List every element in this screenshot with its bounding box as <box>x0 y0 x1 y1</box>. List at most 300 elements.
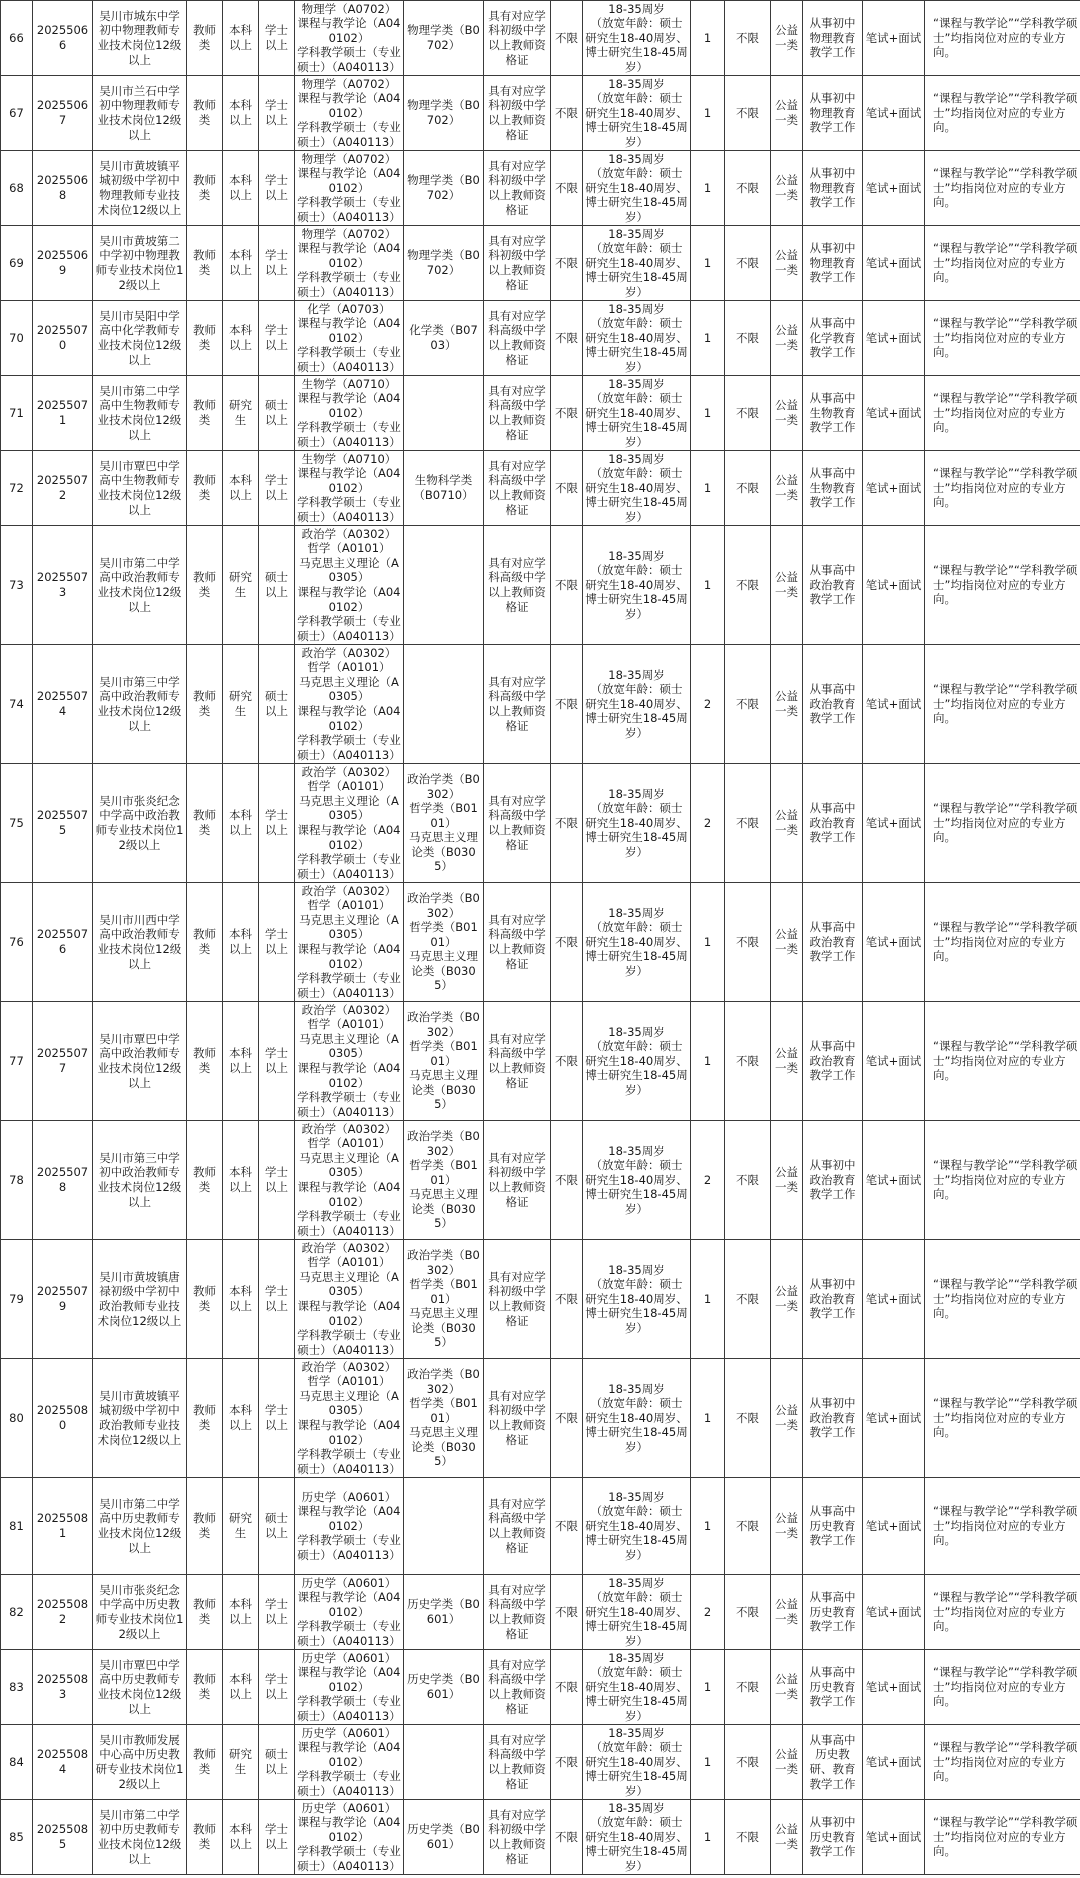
political-status-cell: 不限 <box>551 1650 583 1725</box>
remark-cell: “课程与教学论”“学科教学硕士”均指岗位对应的专业方向。 <box>925 645 1080 764</box>
graduate-major-cell: 物理学（A0702） 课程与教学论（A040102） 学科教学硕士（专业硕士）（A040113） <box>295 1 404 76</box>
degree-cell: 学士以上 <box>259 1575 295 1650</box>
category-cell: 教师类 <box>187 526 223 645</box>
position-code-cell: 20255074 <box>33 645 93 764</box>
duty-cell: 从事初中政治教育教学工作 <box>803 1359 863 1478</box>
row-number-cell: 68 <box>1 151 33 226</box>
political-status-cell: 不限 <box>551 1121 583 1240</box>
exam-method-cell: 笔试+面试 <box>863 1240 925 1359</box>
row-number-cell: 74 <box>1 645 33 764</box>
row-number-cell: 66 <box>1 1 33 76</box>
recruit-count-cell: 2 <box>691 1121 725 1240</box>
exam-method-cell: 笔试+面试 <box>863 1359 925 1478</box>
category-cell: 教师类 <box>187 376 223 451</box>
exam-method-cell: 笔试+面试 <box>863 1 925 76</box>
duty-cell: 从事初中政治教育教学工作 <box>803 1121 863 1240</box>
degree-cell: 学士以上 <box>259 1650 295 1725</box>
table-row <box>1 451 1080 526</box>
political-status-cell: 不限 <box>551 764 583 883</box>
table-row <box>1 1240 1080 1359</box>
table-row <box>1 1478 1080 1575</box>
education-cell: 本科以上 <box>223 1800 259 1875</box>
position-code-cell: 20255081 <box>33 1478 93 1575</box>
education-cell: 研究生 <box>223 1478 259 1575</box>
recruit-count-cell: 2 <box>691 645 725 764</box>
unit-type-cell: 公益一类 <box>771 1359 803 1478</box>
remark-cell: “课程与教学论”“学科教学硕士”均指岗位对应的专业方向。 <box>925 1725 1080 1800</box>
qualification-cell: 具有对应学科高级中学以上教师资格证 <box>484 301 551 376</box>
other-requirement-cell: 不限 <box>725 1359 771 1478</box>
table-row <box>1 226 1080 301</box>
category-cell: 教师类 <box>187 1121 223 1240</box>
exam-method-cell: 笔试+面试 <box>863 1725 925 1800</box>
education-cell: 本科以上 <box>223 226 259 301</box>
category-cell: 教师类 <box>187 451 223 526</box>
duty-cell: 从事高中历史教研、教育教学工作 <box>803 1725 863 1800</box>
undergrad-major-cell: 生物科学类（B0710） <box>404 451 484 526</box>
duty-cell: 从事高中政治教育教学工作 <box>803 764 863 883</box>
row-number-cell: 82 <box>1 1575 33 1650</box>
unit-type-cell: 公益一类 <box>771 1240 803 1359</box>
table-row <box>1 376 1080 451</box>
recruit-count-cell: 1 <box>691 151 725 226</box>
qualification-cell: 具有对应学科初级中学以上教师资格证 <box>484 226 551 301</box>
exam-method-cell: 笔试+面试 <box>863 301 925 376</box>
position-code-cell: 20255076 <box>33 883 93 1002</box>
recruit-count-cell: 1 <box>691 1240 725 1359</box>
qualification-cell: 具有对应学科高级中学以上教师资格证 <box>484 1575 551 1650</box>
position-code-cell: 20255082 <box>33 1575 93 1650</box>
category-cell: 教师类 <box>187 1575 223 1650</box>
row-number-cell: 84 <box>1 1725 33 1800</box>
recruit-count-cell: 1 <box>691 1002 725 1121</box>
remark-cell: “课程与教学论”“学科教学硕士”均指岗位对应的专业方向。 <box>925 226 1080 301</box>
degree-cell: 硕士以上 <box>259 645 295 764</box>
degree-cell: 硕士以上 <box>259 1478 295 1575</box>
political-status-cell: 不限 <box>551 1240 583 1359</box>
exam-method-cell: 笔试+面试 <box>863 76 925 151</box>
political-status-cell: 不限 <box>551 526 583 645</box>
row-number-cell: 80 <box>1 1359 33 1478</box>
graduate-major-cell: 历史学（A0601） 课程与教学论（A040102） 学科教学硕士（专业硕士）（A040113） <box>295 1800 404 1875</box>
row-number-cell: 85 <box>1 1800 33 1875</box>
category-cell: 教师类 <box>187 1478 223 1575</box>
other-requirement-cell: 不限 <box>725 451 771 526</box>
position-name-cell: 吴川市城东中学初中物理教师专业技术岗位12级以上 <box>93 1 187 76</box>
education-cell: 研究生 <box>223 1725 259 1800</box>
remark-cell: “课程与教学论”“学科教学硕士”均指岗位对应的专业方向。 <box>925 376 1080 451</box>
degree-cell: 硕士以上 <box>259 376 295 451</box>
other-requirement-cell: 不限 <box>725 1650 771 1725</box>
graduate-major-cell: 政治学（A0302） 哲学（A0101） 马克思主义理论（A0305） 课程与教学论（A040102） 学科教学硕士（专业硕士）（A040113） <box>295 526 404 645</box>
education-cell: 本科以上 <box>223 764 259 883</box>
age-requirement-cell: 18-35周岁 （放宽年龄：硕士研究生18-40周岁、博士研究生18-45周岁） <box>583 76 691 151</box>
qualification-cell: 具有对应学科高级中学以上教师资格证 <box>484 526 551 645</box>
row-number-cell: 71 <box>1 376 33 451</box>
position-name-cell: 吴川市川西中学高中政治教师专业技术岗位12级以上 <box>93 883 187 1002</box>
position-name-cell: 吴川市黄坡镇唐禄初级中学初中政治教师专业技术岗位12级以上 <box>93 1240 187 1359</box>
education-cell: 本科以上 <box>223 1650 259 1725</box>
duty-cell: 从事高中政治教育教学工作 <box>803 883 863 1002</box>
political-status-cell: 不限 <box>551 1359 583 1478</box>
unit-type-cell: 公益一类 <box>771 451 803 526</box>
remark-cell: “课程与教学论”“学科教学硕士”均指岗位对应的专业方向。 <box>925 764 1080 883</box>
category-cell: 教师类 <box>187 883 223 1002</box>
political-status-cell: 不限 <box>551 151 583 226</box>
other-requirement-cell: 不限 <box>725 1002 771 1121</box>
education-cell: 研究生 <box>223 376 259 451</box>
position-name-cell: 吴川市第三中学高中政治教师专业技术岗位12级以上 <box>93 645 187 764</box>
education-cell: 本科以上 <box>223 1 259 76</box>
qualification-cell: 具有对应学科初级中学以上教师资格证 <box>484 1 551 76</box>
position-code-cell: 20255068 <box>33 151 93 226</box>
political-status-cell: 不限 <box>551 1002 583 1121</box>
other-requirement-cell: 不限 <box>725 1725 771 1800</box>
degree-cell: 学士以上 <box>259 1359 295 1478</box>
recruit-count-cell: 1 <box>691 451 725 526</box>
graduate-major-cell: 历史学（A0601） 课程与教学论（A040102） 学科教学硕士（专业硕士）（A040113） <box>295 1478 404 1575</box>
graduate-major-cell: 历史学（A0601） 课程与教学论（A040102） 学科教学硕士（专业硕士）（A040113） <box>295 1575 404 1650</box>
age-requirement-cell: 18-35周岁 （放宽年龄：硕士研究生18-40周岁、博士研究生18-45周岁） <box>583 1240 691 1359</box>
remark-cell: “课程与教学论”“学科教学硕士”均指岗位对应的专业方向。 <box>925 1359 1080 1478</box>
graduate-major-cell: 政治学（A0302） 哲学（A0101） 马克思主义理论（A0305） 课程与教学论（A040102） 学科教学硕士（专业硕士）（A040113） <box>295 1240 404 1359</box>
education-cell: 本科以上 <box>223 451 259 526</box>
education-cell: 本科以上 <box>223 151 259 226</box>
position-name-cell: 吴川市张炎纪念中学高中政治教师专业技术岗位12级以上 <box>93 764 187 883</box>
table-row <box>1 764 1080 883</box>
education-cell: 本科以上 <box>223 301 259 376</box>
position-name-cell: 吴川市吴阳中学高中化学教师专业技术岗位12级以上 <box>93 301 187 376</box>
row-number-cell: 83 <box>1 1650 33 1725</box>
undergrad-major-cell <box>404 526 484 645</box>
recruit-count-cell: 1 <box>691 526 725 645</box>
graduate-major-cell: 化学（A0703） 课程与教学论（A040102） 学科教学硕士（专业硕士）（A040113） <box>295 301 404 376</box>
position-name-cell: 吴川市覃巴中学高中历史教师专业技术岗位12级以上 <box>93 1650 187 1725</box>
undergrad-major-cell: 政治学类（B0302） 哲学类（B0101） 马克思主义理论类（B0305） <box>404 764 484 883</box>
education-cell: 本科以上 <box>223 1002 259 1121</box>
other-requirement-cell: 不限 <box>725 376 771 451</box>
row-number-cell: 76 <box>1 883 33 1002</box>
graduate-major-cell: 政治学（A0302） 哲学（A0101） 马克思主义理论（A0305） 课程与教学论（A040102） 学科教学硕士（专业硕士）（A040113） <box>295 883 404 1002</box>
recruit-count-cell: 1 <box>691 376 725 451</box>
category-cell: 教师类 <box>187 1 223 76</box>
unit-type-cell: 公益一类 <box>771 1650 803 1725</box>
political-status-cell: 不限 <box>551 1800 583 1875</box>
degree-cell: 硕士以上 <box>259 1725 295 1800</box>
qualification-cell: 具有对应学科初级中学以上教师资格证 <box>484 151 551 226</box>
recruit-count-cell: 2 <box>691 764 725 883</box>
table-row <box>1 1121 1080 1240</box>
exam-method-cell: 笔试+面试 <box>863 1650 925 1725</box>
education-cell: 本科以上 <box>223 1359 259 1478</box>
unit-type-cell: 公益一类 <box>771 76 803 151</box>
qualification-cell: 具有对应学科高级中学以上教师资格证 <box>484 376 551 451</box>
unit-type-cell: 公益一类 <box>771 764 803 883</box>
duty-cell: 从事初中物理教育教学工作 <box>803 76 863 151</box>
exam-method-cell: 笔试+面试 <box>863 645 925 764</box>
undergrad-major-cell: 政治学类（B0302） 哲学类（B0101） 马克思主义理论类（B0305） <box>404 1359 484 1478</box>
graduate-major-cell: 生物学（A0710） 课程与教学论（A040102） 学科教学硕士（专业硕士）（A040113） <box>295 451 404 526</box>
duty-cell: 从事初中政治教育教学工作 <box>803 1240 863 1359</box>
recruit-count-cell: 1 <box>691 1478 725 1575</box>
age-requirement-cell: 18-35周岁 （放宽年龄：硕士研究生18-40周岁、博士研究生18-45周岁） <box>583 1 691 76</box>
position-code-cell: 20255085 <box>33 1800 93 1875</box>
undergrad-major-cell: 历史学类（B0601） <box>404 1800 484 1875</box>
political-status-cell: 不限 <box>551 1478 583 1575</box>
graduate-major-cell: 物理学（A0702） 课程与教学论（A040102） 学科教学硕士（专业硕士）（A040113） <box>295 76 404 151</box>
unit-type-cell: 公益一类 <box>771 151 803 226</box>
degree-cell: 学士以上 <box>259 151 295 226</box>
recruit-count-cell: 1 <box>691 1800 725 1875</box>
graduate-major-cell: 政治学（A0302） 哲学（A0101） 马克思主义理论（A0305） 课程与教学论（A040102） 学科教学硕士（专业硕士）（A040113） <box>295 1121 404 1240</box>
category-cell: 教师类 <box>187 1650 223 1725</box>
duty-cell: 从事初中物理教育教学工作 <box>803 226 863 301</box>
exam-method-cell: 笔试+面试 <box>863 526 925 645</box>
graduate-major-cell: 物理学（A0702） 课程与教学论（A040102） 学科教学硕士（专业硕士）（A040113） <box>295 151 404 226</box>
undergrad-major-cell: 物理学类（B0702） <box>404 226 484 301</box>
exam-method-cell: 笔试+面试 <box>863 764 925 883</box>
political-status-cell: 不限 <box>551 451 583 526</box>
unit-type-cell: 公益一类 <box>771 226 803 301</box>
age-requirement-cell: 18-35周岁 （放宽年龄：硕士研究生18-40周岁、博士研究生18-45周岁） <box>583 883 691 1002</box>
table-row <box>1 1 1080 76</box>
degree-cell: 学士以上 <box>259 883 295 1002</box>
row-number-cell: 78 <box>1 1121 33 1240</box>
duty-cell: 从事高中政治教育教学工作 <box>803 526 863 645</box>
exam-method-cell: 笔试+面试 <box>863 883 925 1002</box>
category-cell: 教师类 <box>187 301 223 376</box>
other-requirement-cell: 不限 <box>725 226 771 301</box>
table-row <box>1 151 1080 226</box>
exam-method-cell: 笔试+面试 <box>863 151 925 226</box>
duty-cell: 从事高中生物教育教学工作 <box>803 451 863 526</box>
exam-method-cell: 笔试+面试 <box>863 1002 925 1121</box>
remark-cell: “课程与教学论”“学科教学硕士”均指岗位对应的专业方向。 <box>925 151 1080 226</box>
political-status-cell: 不限 <box>551 1575 583 1650</box>
age-requirement-cell: 18-35周岁 （放宽年龄：硕士研究生18-40周岁、博士研究生18-45周岁） <box>583 526 691 645</box>
unit-type-cell: 公益一类 <box>771 301 803 376</box>
exam-method-cell: 笔试+面试 <box>863 226 925 301</box>
category-cell: 教师类 <box>187 645 223 764</box>
category-cell: 教师类 <box>187 1359 223 1478</box>
duty-cell: 从事高中历史教育教学工作 <box>803 1575 863 1650</box>
age-requirement-cell: 18-35周岁 （放宽年龄：硕士研究生18-40周岁、博士研究生18-45周岁） <box>583 1002 691 1121</box>
education-cell: 本科以上 <box>223 1121 259 1240</box>
category-cell: 教师类 <box>187 1002 223 1121</box>
political-status-cell: 不限 <box>551 645 583 764</box>
row-number-cell: 75 <box>1 764 33 883</box>
category-cell: 教师类 <box>187 76 223 151</box>
undergrad-major-cell <box>404 645 484 764</box>
table-row <box>1 1002 1080 1121</box>
political-status-cell: 不限 <box>551 1725 583 1800</box>
unit-type-cell: 公益一类 <box>771 645 803 764</box>
position-name-cell: 吴川市第二中学高中政治教师专业技术岗位12级以上 <box>93 526 187 645</box>
degree-cell: 学士以上 <box>259 451 295 526</box>
category-cell: 教师类 <box>187 1800 223 1875</box>
age-requirement-cell: 18-35周岁 （放宽年龄：硕士研究生18-40周岁、博士研究生18-45周岁） <box>583 151 691 226</box>
remark-cell: “课程与教学论”“学科教学硕士”均指岗位对应的专业方向。 <box>925 1478 1080 1575</box>
remark-cell: “课程与教学论”“学科教学硕士”均指岗位对应的专业方向。 <box>925 1121 1080 1240</box>
graduate-major-cell: 政治学（A0302） 哲学（A0101） 马克思主义理论（A0305） 课程与教学论（A040102） 学科教学硕士（专业硕士）（A040113） <box>295 1002 404 1121</box>
age-requirement-cell: 18-35周岁 （放宽年龄：硕士研究生18-40周岁、博士研究生18-45周岁） <box>583 645 691 764</box>
position-code-cell: 20255067 <box>33 76 93 151</box>
graduate-major-cell: 政治学（A0302） 哲学（A0101） 马克思主义理论（A0305） 课程与教学论（A040102） 学科教学硕士（专业硕士）（A040113） <box>295 645 404 764</box>
duty-cell: 从事高中生物教育教学工作 <box>803 376 863 451</box>
remark-cell: “课程与教学论”“学科教学硕士”均指岗位对应的专业方向。 <box>925 1650 1080 1725</box>
recruit-count-cell: 2 <box>691 1575 725 1650</box>
position-code-cell: 20255078 <box>33 1121 93 1240</box>
remark-cell: “课程与教学论”“学科教学硕士”均指岗位对应的专业方向。 <box>925 451 1080 526</box>
unit-type-cell: 公益一类 <box>771 1725 803 1800</box>
other-requirement-cell: 不限 <box>725 1240 771 1359</box>
qualification-cell: 具有对应学科高级中学以上教师资格证 <box>484 1478 551 1575</box>
exam-method-cell: 笔试+面试 <box>863 1478 925 1575</box>
qualification-cell: 具有对应学科高级中学以上教师资格证 <box>484 764 551 883</box>
position-name-cell: 吴川市教师发展中心高中历史教研专业技术岗位12级以上 <box>93 1725 187 1800</box>
duty-cell: 从事高中政治教育教学工作 <box>803 1002 863 1121</box>
qualification-cell: 具有对应学科初级中学以上教师资格证 <box>484 1240 551 1359</box>
political-status-cell: 不限 <box>551 1 583 76</box>
unit-type-cell: 公益一类 <box>771 526 803 645</box>
qualification-cell: 具有对应学科高级中学以上教师资格证 <box>484 645 551 764</box>
qualification-cell: 具有对应学科高级中学以上教师资格证 <box>484 1725 551 1800</box>
position-code-cell: 20255072 <box>33 451 93 526</box>
position-code-cell: 20255077 <box>33 1002 93 1121</box>
undergrad-major-cell: 化学类（B0703） <box>404 301 484 376</box>
table-row <box>1 1650 1080 1725</box>
remark-cell: “课程与教学论”“学科教学硕士”均指岗位对应的专业方向。 <box>925 526 1080 645</box>
age-requirement-cell: 18-35周岁 （放宽年龄：硕士研究生18-40周岁、博士研究生18-45周岁） <box>583 1359 691 1478</box>
recruit-count-cell: 1 <box>691 883 725 1002</box>
degree-cell: 学士以上 <box>259 1121 295 1240</box>
remark-cell: “课程与教学论”“学科教学硕士”均指岗位对应的专业方向。 <box>925 76 1080 151</box>
table-row <box>1 1725 1080 1800</box>
table-row <box>1 76 1080 151</box>
unit-type-cell: 公益一类 <box>771 883 803 1002</box>
qualification-cell: 具有对应学科高级中学以上教师资格证 <box>484 1002 551 1121</box>
category-cell: 教师类 <box>187 1240 223 1359</box>
age-requirement-cell: 18-35周岁 （放宽年龄：硕士研究生18-40周岁、博士研究生18-45周岁） <box>583 1478 691 1575</box>
political-status-cell: 不限 <box>551 226 583 301</box>
category-cell: 教师类 <box>187 151 223 226</box>
undergrad-major-cell: 物理学类（B0702） <box>404 151 484 226</box>
graduate-major-cell: 历史学（A0601） 课程与教学论（A040102） 学科教学硕士（专业硕士）（A040113） <box>295 1650 404 1725</box>
age-requirement-cell: 18-35周岁 （放宽年龄：硕士研究生18-40周岁、博士研究生18-45周岁） <box>583 226 691 301</box>
undergrad-major-cell: 政治学类（B0302） 哲学类（B0101） 马克思主义理论类（B0305） <box>404 883 484 1002</box>
position-name-cell: 吴川市第二中学高中历史教师专业技术岗位12级以上 <box>93 1478 187 1575</box>
undergrad-major-cell: 历史学类（B0601） <box>404 1650 484 1725</box>
education-cell: 本科以上 <box>223 883 259 1002</box>
age-requirement-cell: 18-35周岁 （放宽年龄：硕士研究生18-40周岁、博士研究生18-45周岁） <box>583 1575 691 1650</box>
political-status-cell: 不限 <box>551 76 583 151</box>
degree-cell: 学士以上 <box>259 1002 295 1121</box>
position-name-cell: 吴川市覃巴中学高中生物教师专业技术岗位12级以上 <box>93 451 187 526</box>
other-requirement-cell: 不限 <box>725 76 771 151</box>
duty-cell: 从事高中政治教育教学工作 <box>803 645 863 764</box>
other-requirement-cell: 不限 <box>725 1575 771 1650</box>
recruit-count-cell: 1 <box>691 301 725 376</box>
table-row <box>1 883 1080 1002</box>
qualification-cell: 具有对应学科初级中学以上教师资格证 <box>484 76 551 151</box>
political-status-cell: 不限 <box>551 883 583 1002</box>
undergrad-major-cell: 历史学类（B0601） <box>404 1575 484 1650</box>
row-number-cell: 72 <box>1 451 33 526</box>
degree-cell: 学士以上 <box>259 226 295 301</box>
position-code-cell: 20255075 <box>33 764 93 883</box>
remark-cell: “课程与教学论”“学科教学硕士”均指岗位对应的专业方向。 <box>925 1 1080 76</box>
recruit-count-cell: 1 <box>691 226 725 301</box>
other-requirement-cell: 不限 <box>725 645 771 764</box>
age-requirement-cell: 18-35周岁 （放宽年龄：硕士研究生18-40周岁、博士研究生18-45周岁） <box>583 1725 691 1800</box>
exam-method-cell: 笔试+面试 <box>863 451 925 526</box>
position-code-cell: 20255084 <box>33 1725 93 1800</box>
other-requirement-cell: 不限 <box>725 1478 771 1575</box>
exam-method-cell: 笔试+面试 <box>863 376 925 451</box>
position-code-cell: 20255079 <box>33 1240 93 1359</box>
education-cell: 本科以上 <box>223 76 259 151</box>
position-name-cell: 吴川市黄坡镇平城初级中学初中物理教师专业技术岗位12级以上 <box>93 151 187 226</box>
unit-type-cell: 公益一类 <box>771 1575 803 1650</box>
unit-type-cell: 公益一类 <box>771 376 803 451</box>
political-status-cell: 不限 <box>551 301 583 376</box>
duty-cell: 从事初中历史教育教学工作 <box>803 1800 863 1875</box>
exam-method-cell: 笔试+面试 <box>863 1800 925 1875</box>
table-row <box>1 1575 1080 1650</box>
remark-cell: “课程与教学论”“学科教学硕士”均指岗位对应的专业方向。 <box>925 301 1080 376</box>
other-requirement-cell: 不限 <box>725 883 771 1002</box>
exam-method-cell: 笔试+面试 <box>863 1121 925 1240</box>
degree-cell: 学士以上 <box>259 301 295 376</box>
education-cell: 本科以上 <box>223 1575 259 1650</box>
other-requirement-cell: 不限 <box>725 1800 771 1875</box>
age-requirement-cell: 18-35周岁 （放宽年龄：硕士研究生18-40周岁、博士研究生18-45周岁） <box>583 451 691 526</box>
position-name-cell: 吴川市张炎纪念中学高中历史教师专业技术岗位12级以上 <box>93 1575 187 1650</box>
age-requirement-cell: 18-35周岁 （放宽年龄：硕士研究生18-40周岁、博士研究生18-45周岁） <box>583 1650 691 1725</box>
undergrad-major-cell: 物理学类（B0702） <box>404 1 484 76</box>
age-requirement-cell: 18-35周岁 （放宽年龄：硕士研究生18-40周岁、博士研究生18-45周岁） <box>583 301 691 376</box>
qualification-cell: 具有对应学科高级中学以上教师资格证 <box>484 451 551 526</box>
row-number-cell: 73 <box>1 526 33 645</box>
age-requirement-cell: 18-35周岁 （放宽年龄：硕士研究生18-40周岁、博士研究生18-45周岁） <box>583 1121 691 1240</box>
remark-cell: “课程与教学论”“学科教学硕士”均指岗位对应的专业方向。 <box>925 1575 1080 1650</box>
recruit-count-cell: 1 <box>691 1725 725 1800</box>
unit-type-cell: 公益一类 <box>771 1800 803 1875</box>
age-requirement-cell: 18-35周岁 （放宽年龄：硕士研究生18-40周岁、博士研究生18-45周岁） <box>583 1800 691 1875</box>
position-name-cell: 吴川市覃巴中学高中政治教师专业技术岗位12级以上 <box>93 1002 187 1121</box>
position-name-cell: 吴川市黄坡第二中学初中物理教师专业技术岗位12级以上 <box>93 226 187 301</box>
graduate-major-cell: 历史学（A0601） 课程与教学论（A040102） 学科教学硕士（专业硕士）（A040113） <box>295 1725 404 1800</box>
degree-cell: 学士以上 <box>259 764 295 883</box>
table-row <box>1 526 1080 645</box>
position-code-cell: 20255083 <box>33 1650 93 1725</box>
degree-cell: 学士以上 <box>259 1800 295 1875</box>
education-cell: 本科以上 <box>223 1240 259 1359</box>
position-code-cell: 20255069 <box>33 226 93 301</box>
undergrad-major-cell <box>404 1478 484 1575</box>
other-requirement-cell: 不限 <box>725 764 771 883</box>
qualification-cell: 具有对应学科高级中学以上教师资格证 <box>484 1650 551 1725</box>
position-code-cell: 20255066 <box>33 1 93 76</box>
other-requirement-cell: 不限 <box>725 151 771 226</box>
degree-cell: 学士以上 <box>259 76 295 151</box>
position-name-cell: 吴川市黄坡镇平城初级中学初中政治教师专业技术岗位12级以上 <box>93 1359 187 1478</box>
position-code-cell: 20255073 <box>33 526 93 645</box>
graduate-major-cell: 物理学（A0702） 课程与教学论（A040102） 学科教学硕士（专业硕士）（A040113） <box>295 226 404 301</box>
exam-method-cell: 笔试+面试 <box>863 1575 925 1650</box>
category-cell: 教师类 <box>187 1725 223 1800</box>
recruit-count-cell: 1 <box>691 1650 725 1725</box>
